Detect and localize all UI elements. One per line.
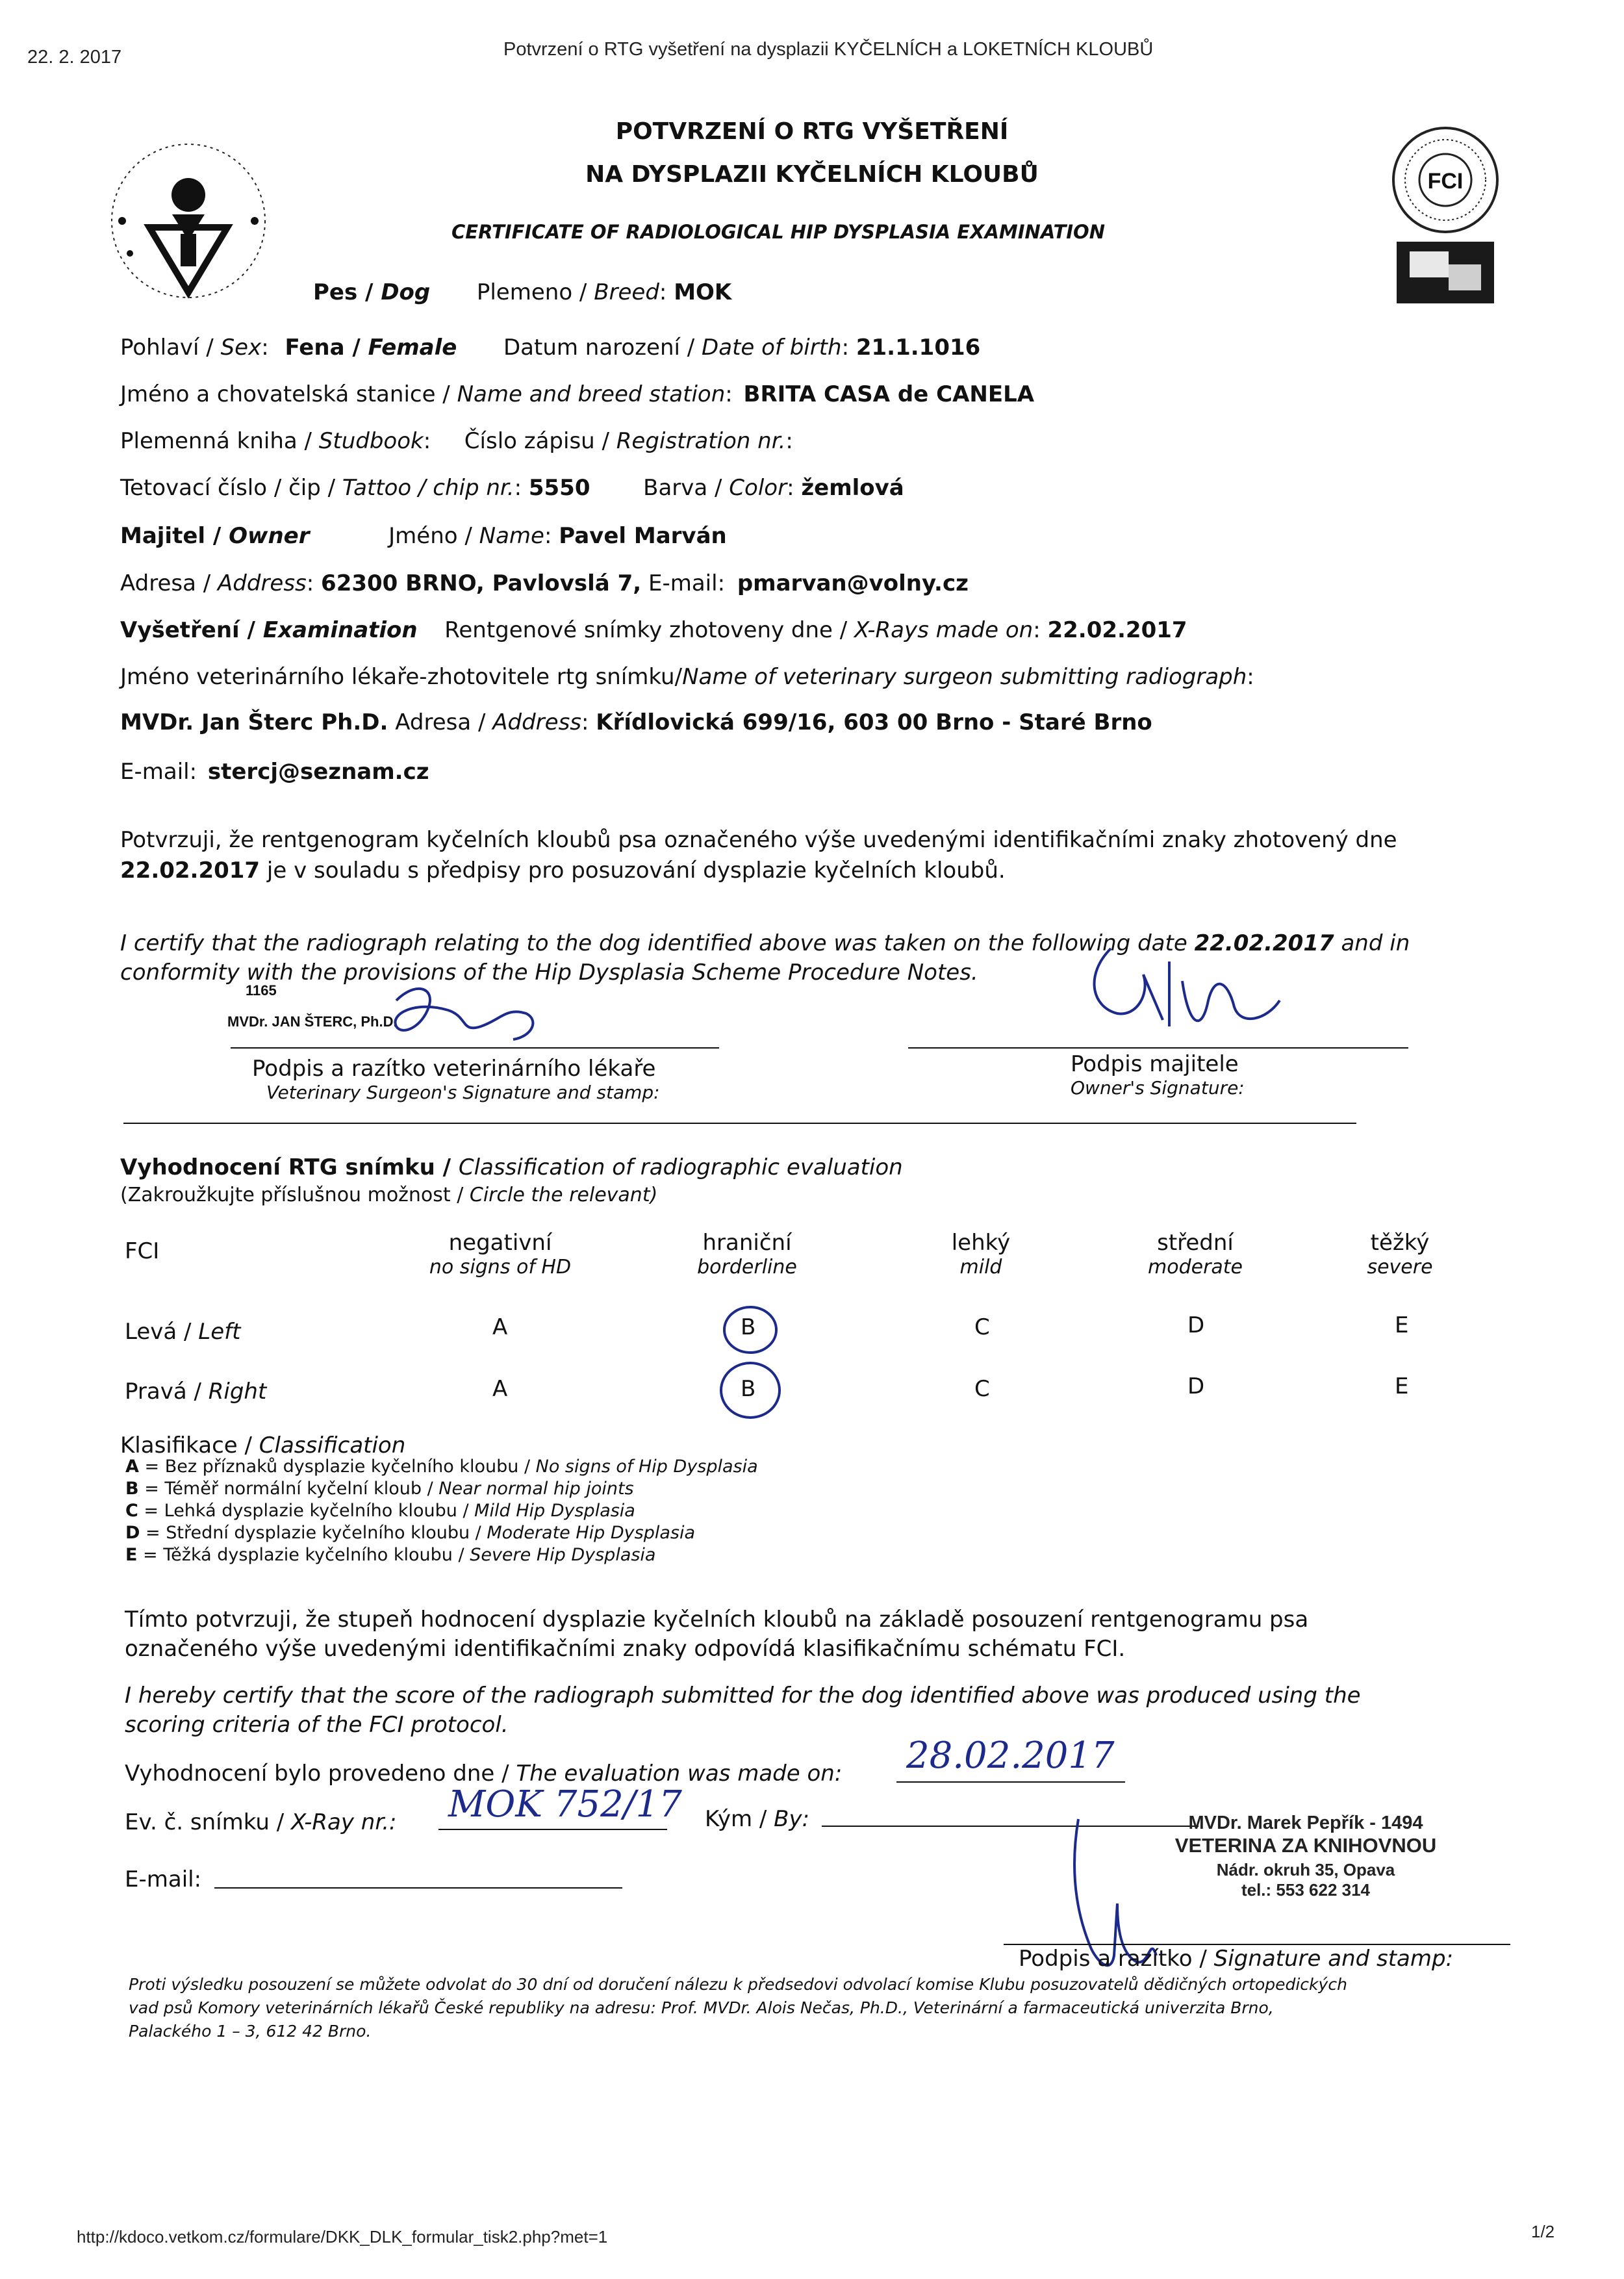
classification-letter: D: [125, 1523, 140, 1543]
column-negative-cz: negativní: [448, 1230, 552, 1256]
exam-row: Vyšetření / Examination Rentgenové snímky zhotoveny dne / X-Rays made on: 22.02.2017: [120, 617, 1187, 643]
owner-name-value: Pavel Marván: [559, 523, 727, 549]
xray-nr-label-en: X-Ray nr.:: [290, 1809, 397, 1835]
classification-en: Severe Hip Dysplasia: [470, 1545, 656, 1565]
classification-cz: = Těžká dysplazie kyčelního kloubu /: [143, 1545, 470, 1565]
grade-right-c[interactable]: C: [974, 1376, 990, 1402]
column-mild-cz: lehký: [951, 1230, 1011, 1256]
vet-signature-line: [231, 1047, 719, 1049]
classification-en: Moderate Hip Dysplasia: [487, 1523, 696, 1543]
studbook-row: Plemenná kniha / Studbook: Číslo zápisu / Registration nr.:: [120, 428, 793, 454]
owner-address-value: 62300 BRNO, Pavlovslá 7,: [321, 570, 642, 596]
column-borderline-cz: hraniční: [702, 1230, 792, 1256]
classification-item-a: [125, 1457, 758, 1477]
classification-title: [120, 1432, 405, 1458]
footer-url[interactable]: http://kdoco.vetkom.cz/formulare/DKK_DLK_formular_tisk2.php?met=1: [77, 2227, 608, 2247]
owner-signature: [1072, 923, 1293, 1033]
owner-address-label-en: Address: [218, 570, 307, 596]
sex-label-en: Sex: [220, 335, 262, 361]
xray-nr-row: [125, 1809, 396, 1835]
name-row: Jméno a chovatelská stanice / Name and breed station: BRITA CASA de CANELA: [120, 381, 1035, 407]
evaluator-signature-label: [1019, 1946, 1453, 1972]
sex-label-cz: Pohlaví /: [120, 335, 221, 361]
name-label-cz: Jméno a chovatelská stanice /: [120, 381, 457, 407]
print-doc-title: Potvrzení o RTG vyšetření na dysplazii KYČELNÍCH a LOKETNÍCH KLOUBŮ: [503, 39, 1154, 60]
row-left-label: [125, 1319, 240, 1345]
vet-address-value: Křídlovická 699/16, 603 00 Brno - Staré Brno: [596, 709, 1152, 735]
grade-right-a[interactable]: A: [492, 1376, 508, 1402]
by-label-cz: Kým /: [705, 1806, 774, 1832]
xray-nr-value[interactable]: MOK 752/17: [448, 1783, 682, 1826]
certify-cz-date: 22.02.2017: [120, 858, 260, 884]
certify-en-date: 22.02.2017: [1194, 930, 1334, 956]
grade-left-a[interactable]: A: [492, 1314, 508, 1340]
grade-right-b[interactable]: B: [741, 1376, 756, 1402]
column-severe-en: severe: [1367, 1256, 1433, 1279]
vet-email-label: E-mail:: [120, 759, 197, 785]
table-fci-label: FCI: [125, 1238, 160, 1264]
evaluator-stamp-line2: VETERINA ZA KNIHOVNOU: [1174, 1834, 1437, 1857]
column-borderline-en: borderline: [697, 1256, 797, 1279]
grade-right-e[interactable]: E: [1395, 1373, 1409, 1399]
classification-title-cz: Klasifikace /: [120, 1432, 259, 1458]
vet-address-label-cz: Adresa /: [395, 709, 493, 735]
appeal-line3: Palackého 1 – 3, 612 42 Brno.: [129, 2022, 372, 2041]
appeal-line1: Proti výsledku posouzení se můžete odvolat do 30 dní od doručení nálezu k předsedovi odvolací komise Klubu posuzovatelů dědičných ortopedických: [129, 1975, 1347, 1994]
vet-email-row: [120, 759, 429, 785]
owner-email-value: pmarvan@volny.cz: [737, 570, 969, 596]
appeal-line2: vad psů Komory veterinárních lékařů České republiky na adresu: Prof. MVDr. Alois Nečas, Ph.D., Veterinární a farmaceutická univerzita Brno,: [129, 1998, 1274, 2017]
circle-mark-left: [718, 1303, 789, 1361]
vet-label-cz: Jméno veterinárního lékaře-zhotovitele rtg snímku/: [120, 664, 683, 690]
studbook-label-cz: Plemenná kniha /: [120, 428, 319, 454]
evaluation-note-cz: (Zakroužkujte příslušnou možnost /: [120, 1184, 470, 1206]
column-severe: [1289, 1230, 1510, 1279]
breed-label-cz: Plemeno /: [476, 279, 594, 305]
owner-name-label-cz: Jméno /: [388, 523, 479, 549]
owner-signature-label-en: Owner's Signature:: [1071, 1077, 1245, 1099]
owner-signature-line: [908, 1047, 1408, 1049]
evaluator-signature-line: [1004, 1944, 1510, 1945]
eval-date-row: [125, 1761, 842, 1787]
grade-right-d[interactable]: D: [1187, 1373, 1205, 1399]
vet-signature-label-cz: Podpis a razítko veterinárního lékaře: [252, 1056, 656, 1082]
sex-row: Pohlaví / Sex: Fena / Female Datum narození / Date of birth: 21.1.1016: [120, 335, 981, 361]
classification-cz: = Bez příznaků dysplazie kyčelního kloubu /: [144, 1457, 536, 1477]
evaluation-title: [120, 1154, 903, 1180]
final-en-line1: I hereby certify that the score of the radiograph submitted for the dog identified above was produced using the: [125, 1683, 1361, 1709]
column-negative: [390, 1230, 611, 1279]
eval-date-value[interactable]: 28.02.2017: [906, 1735, 1115, 1777]
certify-cz-line1: Potvrzuji, že rentgenogram kyčelních kloubů psa označeného výše uvedenými identifikačními znaky zhotovený dne: [120, 827, 1397, 853]
column-mild: [870, 1230, 1091, 1279]
evaluator-stamp-line4: tel.: 553 622 314: [1241, 1880, 1371, 1900]
breed-value: MOK: [674, 279, 732, 305]
certify-en-text1b: and in: [1341, 930, 1410, 956]
sex-value-cz: Fena /: [285, 335, 368, 361]
eval-date-label-en: The evaluation was made on:: [516, 1761, 843, 1787]
fci-logo-text: FCI: [1427, 169, 1464, 194]
dog-row: Pes / Dog Plemeno / Breed: MOK: [313, 279, 732, 305]
column-moderate-cz: střední: [1157, 1230, 1234, 1256]
certify-cz-line2: [120, 858, 1006, 884]
vet-email-value: stercj@seznam.cz: [207, 759, 429, 785]
section-divider: [123, 1123, 1356, 1124]
final-en-line2: scoring criteria of the FCI protocol.: [125, 1712, 509, 1738]
final-cz-line2: označeného výše uvedenými identifikačními znaky odpovídá klasifikačnímu schématu FCI.: [125, 1636, 1126, 1662]
evaluator-signature-label-en: Signature and stamp:: [1213, 1946, 1454, 1972]
column-negative-en: no signs of HD: [429, 1256, 572, 1279]
by-row: [705, 1806, 809, 1832]
grade-left-e[interactable]: E: [1395, 1312, 1409, 1338]
classification-item-b: [125, 1479, 634, 1499]
row-right-cz: Pravá /: [125, 1379, 209, 1405]
evaluator-stamp: [1169, 1813, 1442, 1900]
classification-en: Near normal hip joints: [438, 1479, 634, 1499]
column-mild-en: mild: [959, 1256, 1002, 1279]
xray-date-value: 22.02.2017: [1047, 617, 1187, 643]
name-label-en: Name and breed station: [457, 381, 726, 407]
owner-name-label-en: Name: [479, 523, 544, 549]
title-line1: POTVRZENÍ O RTG VYŠETŘENÍ: [615, 118, 1009, 145]
color-value: žemlová: [801, 475, 904, 501]
owner-section-cz: Majitel /: [120, 523, 229, 549]
grade-left-b[interactable]: B: [741, 1314, 756, 1340]
certify-en-text1: I certify that the radiograph relating to the dog identified above was taken on the following date: [120, 930, 1187, 956]
dog-section-en: Dog: [381, 279, 431, 305]
owner-row: Majitel / Owner Jméno / Name: Pavel Marván: [120, 523, 727, 549]
exam-section-cz: Vyšetření /: [120, 617, 263, 643]
xray-nr-label-cz: Ev. č. snímku /: [125, 1809, 291, 1835]
vet-signature: [377, 974, 546, 1046]
classification-item-e: [125, 1545, 655, 1565]
registration-label-cz: Číslo zápisu /: [464, 428, 616, 454]
title-line2: NA DYSPLAZII KYČELNÍCH KLOUBŮ: [585, 161, 1039, 188]
vet-stamp-number: 1165: [246, 982, 277, 999]
classification-cz: = Střední dysplazie kyčelního kloubu /: [146, 1523, 487, 1543]
tattoo-value: 5550: [528, 475, 590, 501]
classification-title-en: Classification: [259, 1432, 406, 1458]
classification-cz: = Lehká dysplazie kyčelního kloubu /: [144, 1501, 475, 1521]
color-label-cz: Barva /: [643, 475, 730, 501]
studbook-label-en: Studbook: [318, 428, 424, 454]
final-cz-line1: Tímto potvrzuji, že stupeň hodnocení dysplazie kyčelních kloubů na základě posouzení rentgenogramu psa: [125, 1607, 1309, 1633]
dob-value: 21.1.1016: [856, 335, 981, 361]
row-left-en: Left: [198, 1319, 241, 1345]
circle-mark-right: [715, 1358, 793, 1423]
owner-email-label: E-mail:: [648, 570, 726, 596]
grade-left-d[interactable]: D: [1187, 1312, 1205, 1338]
final-email-label: E-mail:: [125, 1866, 202, 1892]
eval-date-line: [896, 1781, 1125, 1783]
xray-date-label-cz: Rentgenové snímky zhotoveny dne /: [444, 617, 855, 643]
classification-item-d: [125, 1523, 695, 1543]
evaluation-note-en: Circle the relevant): [469, 1184, 658, 1206]
vet-row: MVDr. Jan Šterc Ph.D. Adresa / Address: Křídlovická 699/16, 603 00 Brno - Staré Brno: [120, 709, 1152, 735]
tattoo-label-cz: Tetovací číslo / čip /: [120, 475, 342, 501]
dog-section-cz: Pes /: [313, 279, 381, 305]
grade-left-c[interactable]: C: [974, 1314, 990, 1340]
classification-en: Mild Hip Dysplasia: [474, 1501, 635, 1521]
final-email-line: [214, 1887, 622, 1889]
classification-cz: = Téměř normální kyčelní kloub /: [144, 1479, 439, 1499]
classification-item-c: [125, 1501, 635, 1521]
vet-name-value: MVDr. Jan Šterc Ph.D.: [120, 709, 388, 735]
classification-en: No signs of Hip Dysplasia: [535, 1457, 758, 1477]
owner-address-label-cz: Adresa /: [120, 570, 218, 596]
classification-letter: B: [125, 1479, 139, 1499]
footer-page-number: 1/2: [1531, 2222, 1555, 2241]
sex-value-en: Female: [368, 335, 457, 361]
breed-label-en: Breed: [594, 279, 659, 305]
classification-letter: E: [125, 1545, 138, 1565]
evaluator-stamp-line1: MVDr. Marek Pepřík - 1494: [1188, 1813, 1423, 1833]
evaluation-note: [120, 1184, 657, 1206]
tattoo-row: Tetovací číslo / čip / Tattoo / chip nr.: 5550 Barva / Color: žemlová: [120, 475, 904, 501]
certify-en-line2: conformity with the provisions of the Hip Dysplasia Scheme Procedure Notes.: [120, 960, 978, 986]
classification-letter: C: [125, 1501, 138, 1521]
owner-section-en: Owner: [229, 523, 310, 549]
title-english: CERTIFICATE OF RADIOLOGICAL HIP DYSPLASIA EXAMINATION: [451, 221, 1105, 243]
dog-name-value: BRITA CASA de CANELA: [743, 381, 1035, 407]
evaluator-signature-label-cz: Podpis a razítko /: [1019, 1946, 1214, 1972]
row-left-cz: Levá /: [125, 1319, 199, 1345]
dob-label-en: Date of birth: [702, 335, 842, 361]
column-severe-cz: těžký: [1370, 1230, 1430, 1256]
vet-stamp: MVDr. JAN ŠTERC, Ph.D.: [227, 1013, 398, 1030]
owner-signature-label-cz: Podpis majitele: [1071, 1051, 1239, 1077]
print-date: 22. 2. 2017: [27, 47, 122, 68]
evaluation-title-cz: Vyhodnocení RTG snímku /: [120, 1154, 459, 1180]
by-label-en: By:: [774, 1806, 810, 1832]
row-right-label: [125, 1379, 266, 1405]
evaluator-stamp-line3: Nádr. okruh 35, Opava: [1216, 1860, 1395, 1879]
exam-section-en: Examination: [262, 617, 418, 643]
eval-date-label-cz: Vyhodnocení bylo provedeno dne /: [125, 1761, 516, 1787]
evaluation-title-en: Classification of radiographic evaluation: [458, 1154, 903, 1180]
xray-nr-line: [438, 1829, 667, 1830]
vet-address-label-en: Address: [492, 709, 581, 735]
vet-label-row: Jméno veterinárního lékaře-zhotovitele rtg snímku/Name of veterinary surgeon submitting radiograph:: [120, 664, 1254, 690]
classification-letter: A: [125, 1457, 139, 1477]
vet-signature-label-en: Veterinary Surgeon's Signature and stamp:: [266, 1082, 660, 1103]
column-borderline: [637, 1230, 857, 1279]
tattoo-label-en: Tattoo / chip nr.: [342, 475, 514, 501]
column-moderate-en: moderate: [1147, 1256, 1243, 1279]
column-moderate: [1085, 1230, 1306, 1279]
certify-cz-text2: je v souladu s předpisy pro posuzování dysplazie kyčelních kloubů.: [266, 858, 1006, 884]
color-label-en: Color: [729, 475, 787, 501]
fci-logo: [1384, 118, 1507, 313]
dob-label-cz: Datum narození /: [503, 335, 702, 361]
registration-label-en: Registration nr.: [616, 428, 786, 454]
owner-address-row: Adresa / Address: 62300 BRNO, Pavlovslá 7, E-mail: pmarvan@volny.cz: [120, 570, 969, 596]
xray-date-label-en: X-Rays made on: [854, 617, 1034, 643]
vet-label-en: Name of veterinary surgeon submitting radiograph: [682, 664, 1247, 690]
row-right-en: Right: [208, 1379, 267, 1405]
